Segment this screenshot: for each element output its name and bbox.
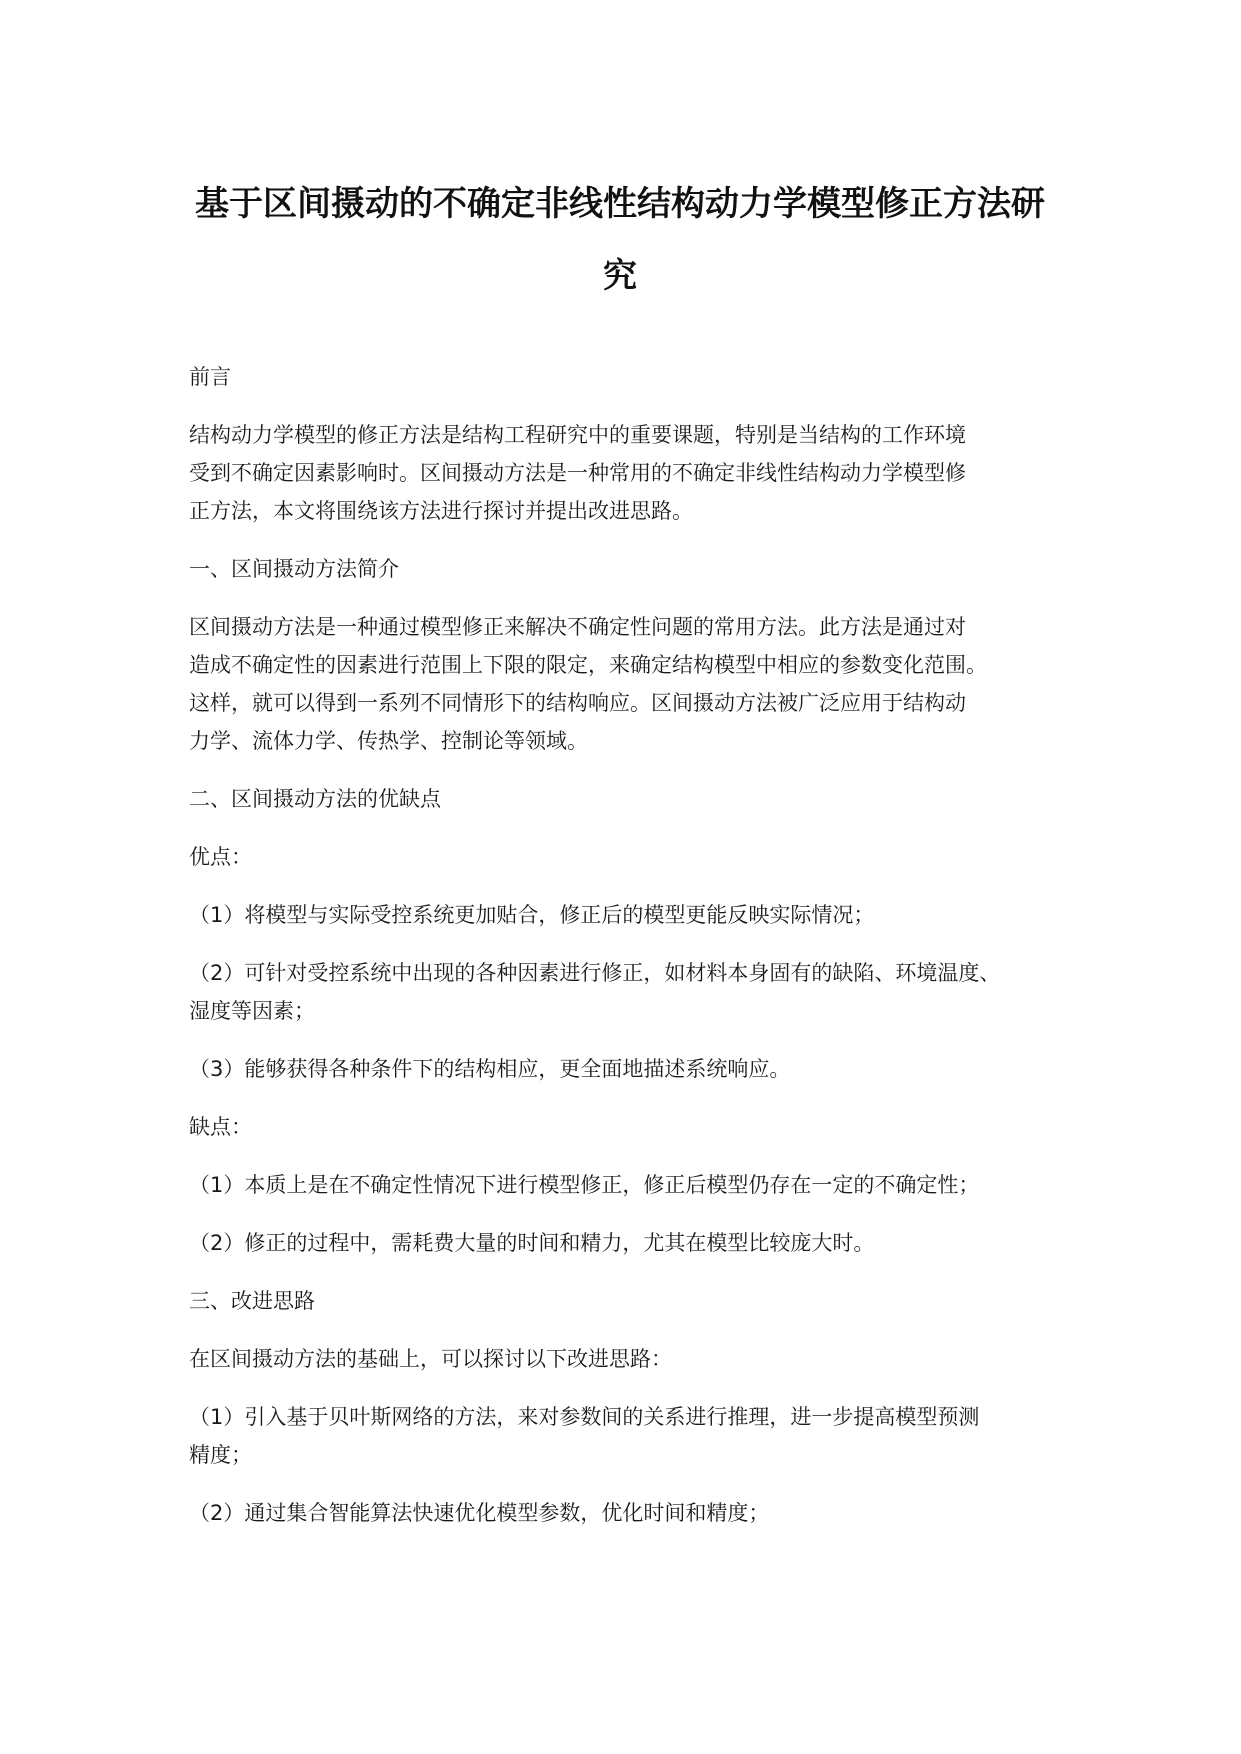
text-line: 在区间摄动方法的基础上，可以探讨以下改进思路： xyxy=(189,1347,672,1371)
text-line: 结构动力学模型的修正方法是结构工程研究中的重要课题，特别是当结构的工作环境 xyxy=(189,423,966,447)
document-body xyxy=(189,358,1069,1552)
disadvantages-heading xyxy=(189,1108,1069,1146)
section-3-heading xyxy=(189,1282,1069,1320)
text-line: 这样，就可以得到一系列不同情形下的结构响应。区间摄动方法被广泛应用于结构动 xyxy=(189,691,966,715)
advantages-heading xyxy=(189,838,1069,876)
text-line: 受到不确定因素影响时。区间摄动方法是一种常用的不确定非线性结构动力学模型修 xyxy=(189,461,966,485)
text-line: 三、改进思路 xyxy=(189,1289,315,1313)
text-line: （2）通过集合智能算法快速优化模型参数，优化时间和精度； xyxy=(189,1501,770,1525)
text-line: （2）修正的过程中，需耗费大量的时间和精力，尤其在模型比较庞大时。 xyxy=(189,1231,875,1255)
preface-body xyxy=(189,416,1069,530)
text-line: （2）可针对受控系统中出现的各种因素进行修正，如材料本身固有的缺陷、环境温度、 xyxy=(189,961,1001,985)
preface-heading xyxy=(189,358,1069,396)
improvement-item-2 xyxy=(189,1494,1069,1532)
text-line: （3）能够获得各种条件下的结构相应，更全面地描述系统响应。 xyxy=(189,1057,791,1081)
text-line: 一、区间摄动方法简介 xyxy=(189,557,399,581)
advantage-item-2 xyxy=(189,954,1069,1030)
text-line: 前言 xyxy=(189,365,231,389)
text-line: 优点： xyxy=(189,845,252,869)
text-line: （1）引入基于贝叶斯网络的方法，来对参数间的关系进行推理，进一步提高模型预测 xyxy=(189,1405,980,1429)
text-line: 造成不确定性的因素进行范围上下限的限定，来确定结构模型中相应的参数变化范围。 xyxy=(189,653,987,677)
section-1-heading xyxy=(189,550,1069,588)
text-line: 缺点： xyxy=(189,1115,252,1139)
text-line: （1）本质上是在不确定性情况下进行模型修正，修正后模型仍存在一定的不确定性； xyxy=(189,1173,980,1197)
section-3-intro xyxy=(189,1340,1069,1378)
document-title-line-1: 基于区间摄动的不确定非线性结构动力学模型修正方法研 xyxy=(195,184,1045,224)
document-title-line-2: 究 xyxy=(603,256,637,296)
section-2-heading xyxy=(189,780,1069,818)
text-line: 正方法，本文将围绕该方法进行探讨并提出改进思路。 xyxy=(189,499,693,523)
text-line: （1）将模型与实际受控系统更加贴合，修正后的模型更能反映实际情况； xyxy=(189,903,875,927)
disadvantage-item-1 xyxy=(189,1166,1069,1204)
section-1-body xyxy=(189,608,1069,760)
text-line: 精度； xyxy=(189,1443,252,1467)
text-line: 二、区间摄动方法的优缺点 xyxy=(189,787,441,811)
text-line: 区间摄动方法是一种通过模型修正来解决不确定性问题的常用方法。此方法是通过对 xyxy=(189,615,966,639)
advantage-item-1 xyxy=(189,896,1069,934)
text-line: 力学、流体力学、传热学、控制论等领域。 xyxy=(189,729,588,753)
improvement-item-1 xyxy=(189,1398,1069,1474)
text-line: 湿度等因素； xyxy=(189,999,315,1023)
disadvantage-item-2 xyxy=(189,1224,1069,1262)
advantage-item-3 xyxy=(189,1050,1069,1088)
